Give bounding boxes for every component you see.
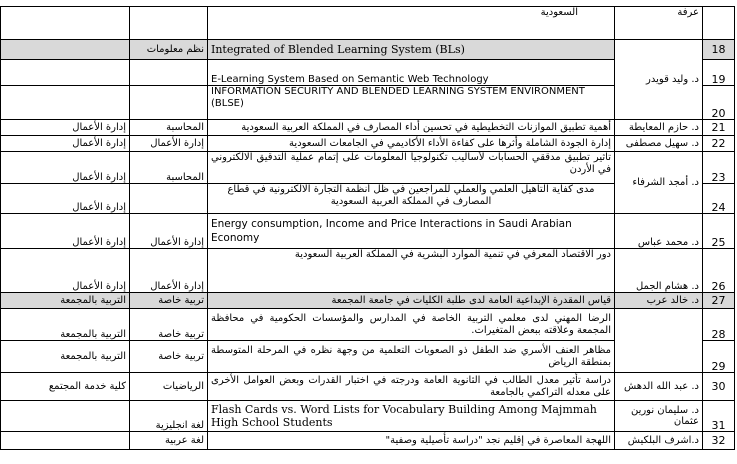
title-cell: Flash Cards vs. Word Lists for Vocabulary Building Among Majmmah High School Students: [208, 401, 615, 432]
college-cell: التربية بالمجمعة: [1, 341, 130, 373]
num-cell: 22: [703, 136, 735, 152]
title-cell: Integrated of Blended Learning System (BLs): [208, 40, 615, 60]
dept-cell: [130, 7, 208, 40]
presenter-name: د. حازم المعايطة: [615, 120, 703, 136]
presenter-name: د. وليد قويدر: [646, 73, 699, 85]
college-cell: [1, 40, 130, 60]
dept-cell: تربية خاصة: [130, 309, 208, 341]
dept-cell: الرياضيات: [130, 373, 208, 401]
table-row: [1, 214, 735, 249]
title-cell: دراسة تأثير معدل الطالب في الثانوية العامة ودرجته في اختبار القدرات وبعض العوامل الأخرى على معدله التراكمي بالجامعة: [208, 373, 615, 401]
dept-cell: إدارة الأعمال: [130, 249, 208, 293]
college-cell: التربية بالمجمعة: [1, 309, 130, 341]
table-row: [1, 309, 735, 341]
table-row: [1, 401, 735, 432]
table-row: [1, 432, 735, 450]
num-cell: 19: [703, 60, 735, 86]
college-cell: [1, 7, 130, 40]
title-cell: INFORMATION SECURITY AND BLENDED LEARNING SYSTEM ENVIRONMENT (BLSE): [208, 86, 615, 120]
title-cell: مدى كفاية التأهيل العلمي والعملي للمراجعين في ظل أنظمة التجارة الالكترونية في قطاع المصارف في المملكة العربية السعودية: [208, 184, 615, 214]
dept-cell: المحاسبة: [130, 120, 208, 136]
title-cell: Energy consumption, Income and Price Interactions in Saudi Arabian Economy: [208, 214, 615, 249]
college-cell: إدارة الأعمال: [1, 152, 130, 184]
title-cell: دور الاقتصاد المعرفي في تنمية الموارد البشرية في المملكة العربية السعودية: [208, 249, 615, 293]
presenter-name: د. محمد عباس: [615, 214, 703, 249]
college-cell: إدارة الأعمال: [1, 120, 130, 136]
title-cell: اللهجة المعاصرة في إقليم نجد "دراسة تأصيلية وصفية": [208, 432, 615, 450]
header-room: عرفة: [615, 7, 703, 40]
num-cell: 27: [703, 293, 735, 309]
table-row: [1, 373, 735, 401]
title-cell: مظاهر العنف الأسري ضد الطفل ذو الصعوبات التعلمية من وجهة نظره في المرحلة المتوسطة بمنطقة الرياض: [208, 341, 615, 373]
dept-cell: [130, 60, 208, 86]
num-cell: 23: [703, 152, 735, 184]
title-cell: قياس المقدرة الإبداعية العامة لدى طلبة الكليات في جامعة المجمعة: [208, 293, 615, 309]
num-cell: 21: [703, 120, 735, 136]
table-row: [1, 7, 735, 40]
dept-cell: تربية خاصة: [130, 341, 208, 373]
num-cell: 25: [703, 214, 735, 249]
num-cell: 30: [703, 373, 735, 401]
dept-cell: إدارة الأعمال: [130, 214, 208, 249]
num-cell: 32: [703, 432, 735, 450]
table-row: [1, 249, 735, 293]
college-cell: إدارة الأعمال: [1, 249, 130, 293]
presenter-cell: [615, 309, 703, 373]
presenter-name: د. هشام الجمل: [615, 249, 703, 293]
presenter-cell: [615, 40, 703, 120]
num-cell: 20: [703, 86, 735, 120]
college-cell: [1, 60, 130, 86]
num-cell: 29: [703, 341, 735, 373]
title-cell: E-Learning System Based on Semantic Web Technology: [208, 60, 615, 86]
table-row: [1, 293, 735, 309]
college-cell: [1, 86, 130, 120]
dept-cell: لغة انجليزية: [130, 401, 208, 432]
num-cell: 26: [703, 249, 735, 293]
title-cell: تأثير تطبيق مدققي الحسابات لأساليب تكنولوجيا المعلومات على إتمام عملية التدقيق الالكتروني في الأردن: [208, 152, 615, 184]
college-cell: إدارة الأعمال: [1, 214, 130, 249]
dept-cell: [130, 184, 208, 214]
dept-cell: لغة عربية: [130, 432, 208, 450]
college-cell: [1, 432, 130, 450]
schedule-table: [0, 6, 735, 450]
presenter-name: د.اشرف البلكيش: [615, 432, 703, 450]
table-row: [1, 40, 735, 60]
presenter-name: د. أمجد الشرفاء: [615, 152, 703, 214]
college-cell: كلية خدمة المجتمع: [1, 373, 130, 401]
table-row: [1, 120, 735, 136]
header-country: السعودية: [208, 7, 615, 40]
table-row: [1, 152, 735, 184]
dept-cell: [130, 86, 208, 120]
presenter-name: د. سليمان نورين عثمان: [615, 401, 703, 432]
title-cell: الرضا المهني لدى معلمي التربية الخاصة في المدارس والمؤسسات الحكومية في محافظة المجمعة وعلاقته ببعض المتغيرات.: [208, 309, 615, 341]
dept-cell: إدارة الأعمال: [130, 136, 208, 152]
dept-cell: تربية خاصة: [130, 293, 208, 309]
title-cell: إدارة الجودة الشاملة وأثرها على كفاءة الأداء الأكاديمي في الجامعات السعودية: [208, 136, 615, 152]
num-cell: [703, 7, 735, 40]
num-cell: 18: [703, 40, 735, 60]
presenter-name: د. خالد عرب: [615, 293, 703, 309]
college-cell: إدارة الأعمال: [1, 136, 130, 152]
num-cell: 24: [703, 184, 735, 214]
table-row: [1, 136, 735, 152]
college-cell: إدارة الأعمال: [1, 184, 130, 214]
dept-cell: المحاسبة: [130, 152, 208, 184]
college-cell: التربية بالمجمعة: [1, 293, 130, 309]
presenter-name: د. عبد الله الدهش: [615, 373, 703, 401]
num-cell: 28: [703, 309, 735, 341]
num-cell: 31: [703, 401, 735, 432]
dept-cell: نظم معلومات: [130, 40, 208, 60]
title-cell: أهمية تطبيق الموازنات التخطيطية في تحسين أداء المصارف في المملكة العربية السعودية: [208, 120, 615, 136]
presenter-name: د. سهيل مصطفى: [615, 136, 703, 152]
college-cell: [1, 401, 130, 432]
